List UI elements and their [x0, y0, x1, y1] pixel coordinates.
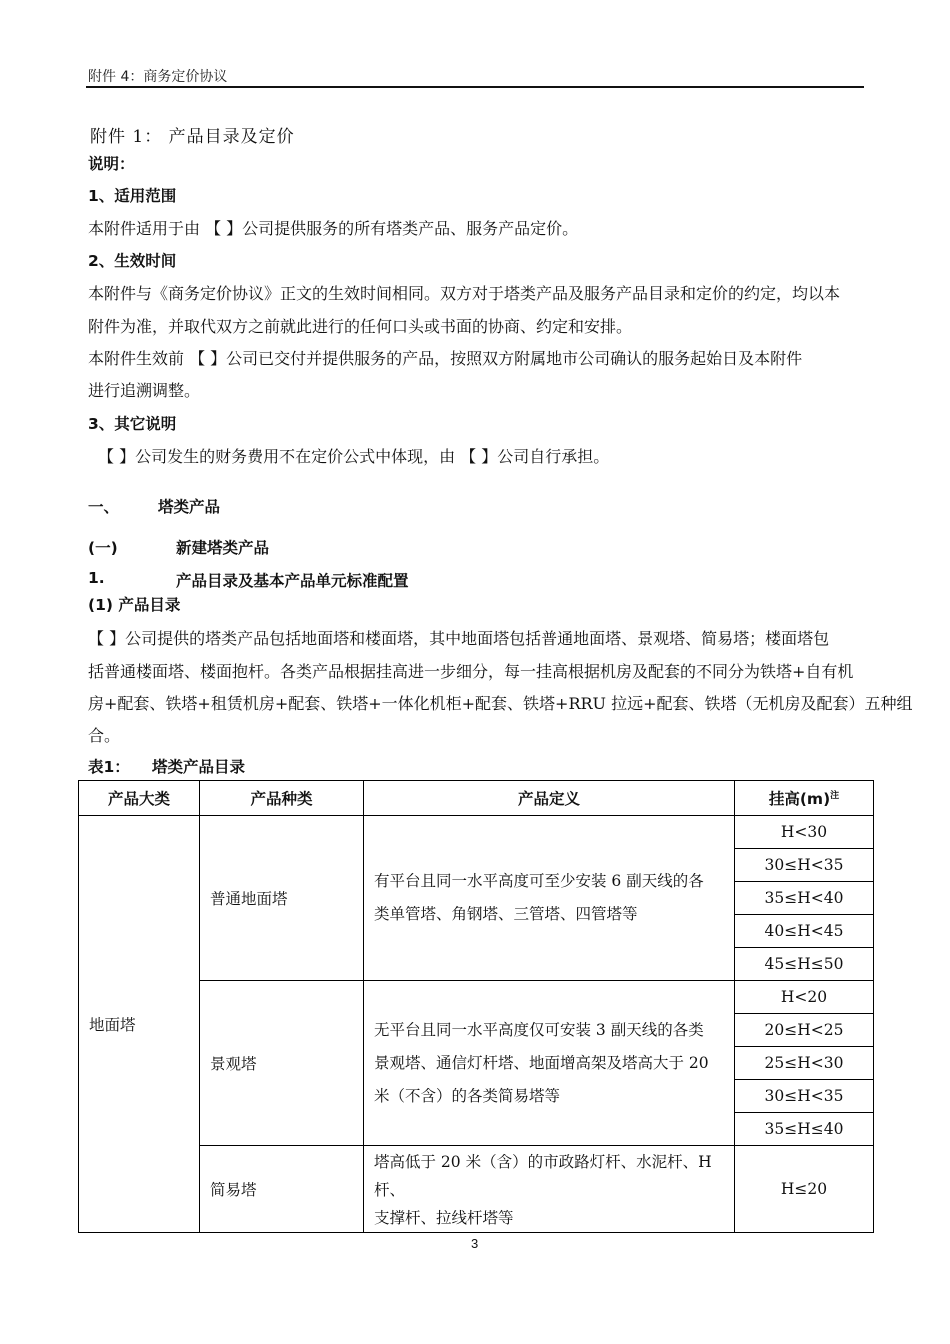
height-cell: 30≤H<35: [735, 1080, 874, 1113]
category-cell: 地面塔: [79, 816, 200, 1233]
definition-line: 支撑杆、拉线杆塔等: [374, 1209, 514, 1227]
catalog-para-line-3: 房+配套、铁塔+租赁机房+配套、铁塔+一体化机柜+配套、铁塔+RRU 拉远+配套、铁塔（无机房及配套）五种组: [88, 694, 913, 713]
definition-cell-ordinary: [364, 816, 735, 981]
header-definition: 产品定义: [364, 781, 735, 816]
type-cell-simple: 简易塔: [200, 1146, 364, 1233]
header-title: 附件 4：商务定价协议: [88, 69, 228, 85]
doc-title: 附件 1： 产品目录及定价: [90, 127, 295, 147]
item-1a-heading: (1) 产品目录: [88, 596, 181, 614]
catalog-para-line-1: 【 】公司提供的塔类产品包括地面塔和楼面塔，其中地面塔包括普通地面塔、景观塔、简易塔；楼面塔包: [88, 629, 830, 648]
section-1-text: 本附件适用于由 【 】公司提供服务的所有塔类产品、服务产品定价。: [88, 219, 579, 238]
definition-line: 塔高低于 20 米（含）的市政路灯杆、水泥杆、H 杆、: [374, 1153, 712, 1199]
height-cell: 40≤H<45: [735, 915, 874, 948]
header-height-note: 注: [830, 790, 840, 801]
section-one-number: 一、: [88, 498, 120, 516]
height-cell: 30≤H<35: [735, 849, 874, 882]
definition-cell-simple: [364, 1146, 735, 1233]
height-cell: H<20: [735, 981, 874, 1014]
height-cell: 25≤H<30: [735, 1047, 874, 1080]
header-category: 产品大类: [79, 781, 200, 816]
type-cell-ordinary: 普通地面塔: [200, 816, 364, 981]
section-2-heading: 2、生效时间: [88, 252, 177, 270]
section-3-text: 【 】公司发生的财务费用不在定价公式中体现，由 【 】公司自行承担。: [98, 447, 610, 466]
definition-line: 米（不含）的各类简易塔等: [374, 1086, 561, 1105]
page-number: 3: [471, 1236, 479, 1251]
table-row: [79, 816, 874, 849]
section-one-title: 塔类产品: [158, 498, 221, 516]
definition-line: 景观塔、通信灯杆塔、地面增高架及塔高大于 20: [374, 1053, 709, 1072]
height-cell: H≤20: [735, 1146, 874, 1233]
height-cell: 35≤H<40: [735, 882, 874, 915]
tower-product-table: [78, 780, 874, 1233]
catalog-para-line-2: 括普通楼面塔、楼面抱杆。各类产品根据挂高进一步细分，每一挂高根据机房及配套的不同分为铁塔+自有机: [88, 662, 854, 681]
header-divider: [86, 86, 864, 88]
shuoming-label: 说明：: [88, 155, 135, 173]
table-caption-title: 塔类产品目录: [152, 758, 246, 776]
section-2-para-2-line-1: 本附件生效前 【 】公司已交付并提供服务的产品，按照双方附属地市公司确认的服务起始日及本附件: [88, 349, 803, 368]
table-caption-number: 表1：: [88, 758, 130, 776]
section-2-para-1-line-2: 附件为准，并取代双方之前就此进行的任何口头或书面的协商、约定和安排。: [88, 317, 633, 336]
subsection-one-title: 新建塔类产品: [176, 539, 270, 557]
header-height-label: 挂高(m): [768, 790, 831, 808]
section-2-para-2-line-2: 进行追溯调整。: [88, 381, 201, 400]
item-1-number: 1.: [88, 569, 105, 587]
header-height: [735, 781, 874, 816]
section-1-heading: 1、适用范围: [88, 187, 177, 205]
definition-line: 类单管塔、角钢塔、三管塔、四管塔等: [374, 905, 638, 923]
subsection-one-number: (一): [88, 539, 118, 557]
definition-cell-landscape: [364, 981, 735, 1146]
section-3-heading: 3、其它说明: [88, 415, 177, 433]
type-cell-landscape: 景观塔: [200, 981, 364, 1146]
header-type: 产品种类: [200, 781, 364, 816]
catalog-para-line-4: 合。: [88, 726, 121, 745]
item-1-title: 产品目录及基本产品单元标准配置: [176, 572, 409, 590]
table-header-row: [79, 781, 874, 816]
height-cell: 45≤H≤50: [735, 948, 874, 981]
definition-line: 无平台且同一水平高度仅可安装 3 副天线的各类: [374, 1020, 704, 1039]
height-cell: 35≤H≤40: [735, 1113, 874, 1146]
height-cell: H<30: [735, 816, 874, 849]
section-2-para-1-line-1: 本附件与《商务定价协议》正文的生效时间相同。双方对于塔类产品及服务产品目录和定价的约定，均以本: [88, 284, 841, 303]
definition-line: 有平台且同一水平高度可至少安装 6 副天线的各: [374, 872, 704, 890]
height-cell: 20≤H<25: [735, 1014, 874, 1047]
